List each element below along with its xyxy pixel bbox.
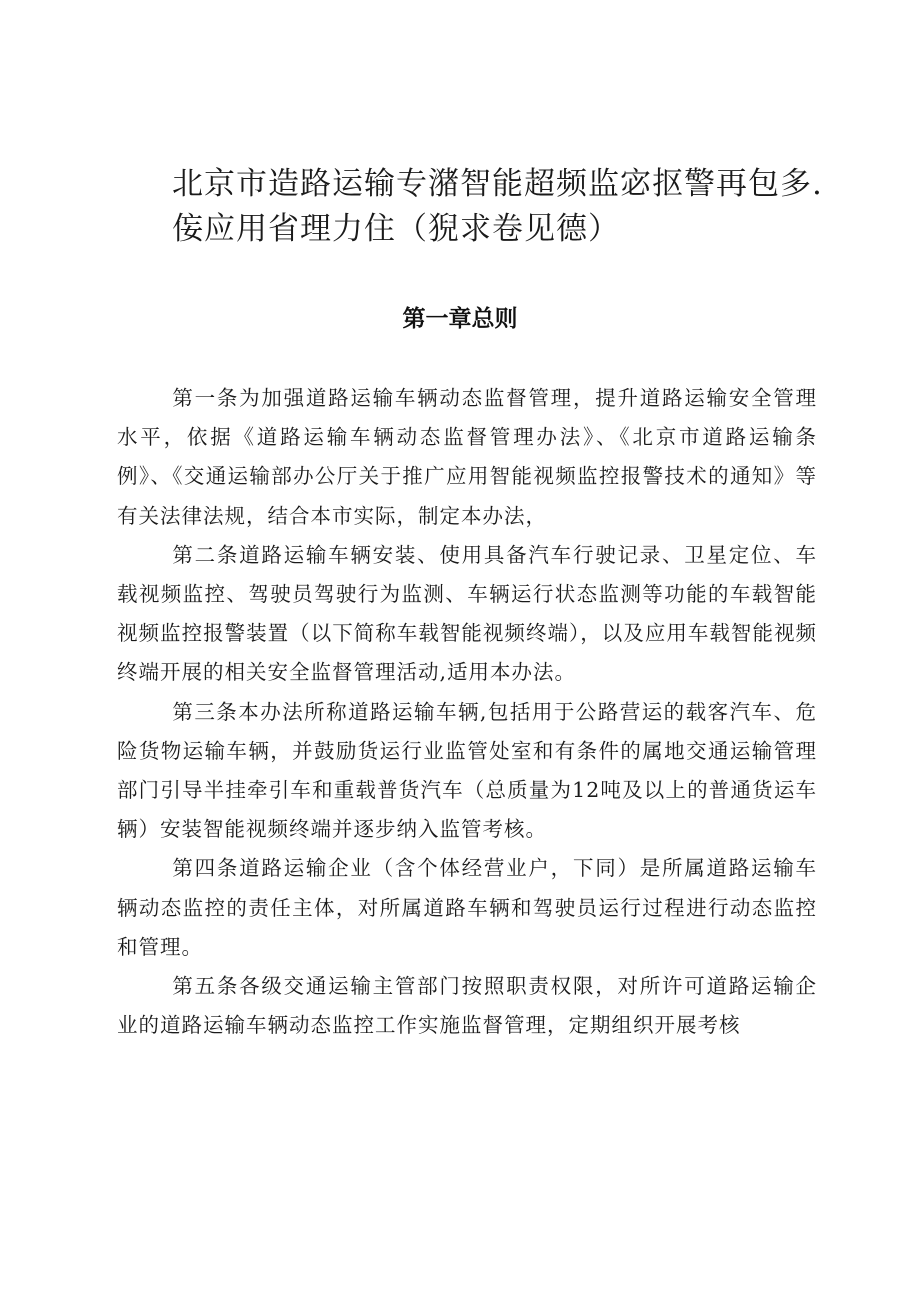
chapter-heading: 第一章总则 bbox=[402, 306, 518, 332]
article-3: 第三条本办法所称道路运输车辆,包括用于公路营运的载客汽车、危险货物运输车辆，并鼓励货运行业监管处室和有条件的属地交通运输管理部门引导半挂牵引车和重载普货汽车（总质量为12吨及以上的普通货运车辆）安装智能视频终端并逐步纳入监管考核。 bbox=[117, 699, 817, 842]
article-4: 第四条道路运输企业（含个体经营业户，下同）是所属道路运输车辆动态监控的责任主体，对所属道路车辆和驾驶员运行过程进行动态监控和管理。 bbox=[117, 856, 817, 959]
article-5: 第五条各级交通运输主管部门按照职责权限，对所许可道路运输企业的道路运输车辆动态监控工作实施监督管理，定期组织开展考核 bbox=[117, 974, 817, 1038]
article-2: 第二条道路运输车辆安装、使用具备汽车行驶记录、卫星定位、车载视频监控、驾驶员驾驶行为监测、车辆运行状态监测等功能的车载智能视频监控报警装置（以下简称车载智能视频终端），以及应用车载智能视频终端开展的相关安全监督管理活动,适用本办法。 bbox=[117, 542, 817, 685]
document-title-line-2: 侫应用省理力住（猊求卷见德） bbox=[172, 211, 620, 247]
document-title-line-1: 北京市造路运输专潴智能超频监宓抠警再包多. bbox=[172, 166, 823, 202]
article-1: 第一条为加强道路运输车辆动态监督管理，提升道路运输安全管理水平，依据《道路运输车辆动态监督管理办法》、《北京市道路运输条例》、《交通运输部办公厅关于推广应用智能视频监控报警技术的通知》等有关法律法规，结合本市实际，制定本办法， bbox=[117, 386, 817, 528]
document-body bbox=[117, 379, 817, 1045]
document-title bbox=[172, 162, 872, 252]
